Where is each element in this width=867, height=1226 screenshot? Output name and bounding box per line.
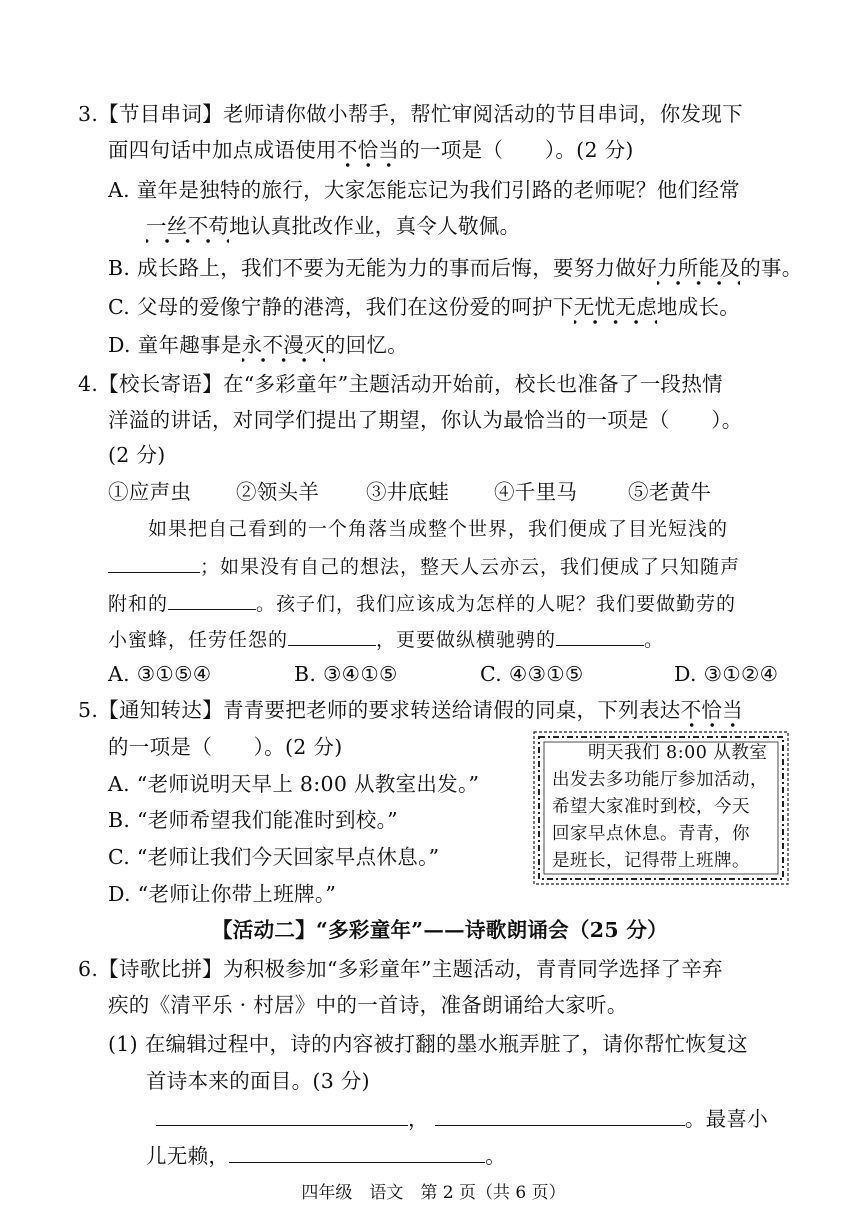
q3-option-a: A. 童年是独特的旅行，大家怎能忘记为我们引路的老师呢？他们经常 [108,178,740,202]
word-option: ⑤老黄牛 [628,480,712,504]
page-footer: 四年级 语文 第 2 页（共 6 页） [301,1183,566,1203]
q3-line2: 面四句话中加点成语使用不恰当的一项是（ ）。(2 分) [108,138,634,162]
q5-option-d: D. “老师让你带上班牌。” [108,882,337,906]
q3-option-d: D. 童年趣事是永不漫灭的回忆。 [108,333,409,357]
q4-passage-line1: 如果把自己看到的一个角落当成整个世界，我们便成了目光短浅的 [148,518,729,540]
q6-fill-line2: 儿无赖， 。 [146,1144,507,1168]
answer-blank[interactable] [435,1105,685,1126]
q4-line3: (2 分) [108,443,166,467]
emphasis-dots: 不恰当 [336,138,400,162]
q3-option-b: B. 成长路上，我们不要为无能为力的事而后悔，要努力做好力所能及的事。 [108,256,803,280]
q5-option-c: C. “老师让我们今天回家早点休息。” [108,845,440,869]
q4-passage-line2: ；如果没有自己的想法，整天人云亦云，我们便成了只知随声 [108,552,740,581]
notice-text: 明天我们 8:00 从教室 出发去多功能厅参加活动， 希望大家准时到校，今天 回家早点休息。青青，你 是班长，记得带上班牌。 [552,743,768,871]
q3-option-a-cont: 一丝不苟地认真批改作业，真令人敬佩。 [146,214,521,238]
q5-option-a: A. “老师说明天早上 8:00 从教室出发。” [108,772,480,796]
word-option: ③井底蛙 [366,480,450,504]
q6-line1: 6.【诗歌比拼】为积极参加“多彩童年”主题活动，青青同学选择了辛弃 [78,957,723,981]
word-option: ④千里马 [494,480,578,504]
option-c: C. ④③①⑤ [480,662,584,686]
section-heading: 【活动二】“多彩童年”——诗歌朗诵会（25 分） [212,918,668,942]
q4-passage-line3: 附和的 。孩子们，我们应该成为怎样的人呢？我们要做勤劳的 [108,589,736,618]
emphasis-dots: 不恰当 [680,698,743,722]
q4-line1: 4.【校长寄语】在“多彩童年”主题活动开始前，校长也准备了一段热情 [78,372,723,396]
answer-blank[interactable] [108,552,200,573]
option-d: D. ③①②④ [674,662,779,686]
q3-line1: 3.【节目串词】老师请你做小帮手，帮忙审阅活动的节目串词，你发现下 [78,102,743,126]
q6-sub1-line1: (1) 在编辑过程中，诗的内容被打翻的墨水瓶弄脏了，请你帮忙恢复这 [108,1032,748,1056]
emphasis-dots: 无忧无虑 [573,295,657,319]
teacher-notice-box [530,728,792,888]
q4-line2: 洋溢的讲话，对同学们提出了期望，你认为最恰当的一项是（ ）。 [108,408,743,432]
answer-blank[interactable] [229,1142,485,1163]
q6-fill-line1: ， 。最喜小 [156,1105,768,1133]
q5-option-b: B. “老师希望我们能准时到校。” [108,808,398,832]
q6-line2: 疾的《清平乐 · 村居》中的一首诗，准备朗诵给大家听。 [108,993,628,1017]
q5-line1: 5.【通知转达】青青要把老师的要求转送给请假的同桌，下列表达不恰当 [78,698,743,722]
word-option: ②领头羊 [236,480,320,504]
q4-word-options [108,478,711,506]
option-b: B. ③④①⑤ [294,662,398,686]
q3-option-c: C. 父母的爱像宁静的港湾，我们在这份爱的呵护下无忧无虑地成长。 [108,295,741,319]
word-option: ①应声虫 [108,480,192,504]
q6-sub1-line2: 首诗本来的面目。(3 分) [146,1069,370,1093]
option-a: A. ③①⑤④ [108,662,212,686]
answer-blank[interactable] [168,589,256,610]
q4-answer-options [108,660,778,688]
answer-blank[interactable] [556,625,644,646]
q4-passage-line4: 小蜜蜂，任劳任怨的 ，更要做纵横驰骋的 。 [108,625,664,654]
q5-line2: 的一项是（ ）。(2 分) [108,735,343,759]
answer-blank[interactable] [156,1105,408,1126]
emphasis-dots: 一丝不苟 [146,214,230,238]
emphasis-dots: 力所能及 [657,256,741,280]
emphasis-dots: 永不漫灭 [241,333,325,357]
answer-blank[interactable] [288,625,376,646]
